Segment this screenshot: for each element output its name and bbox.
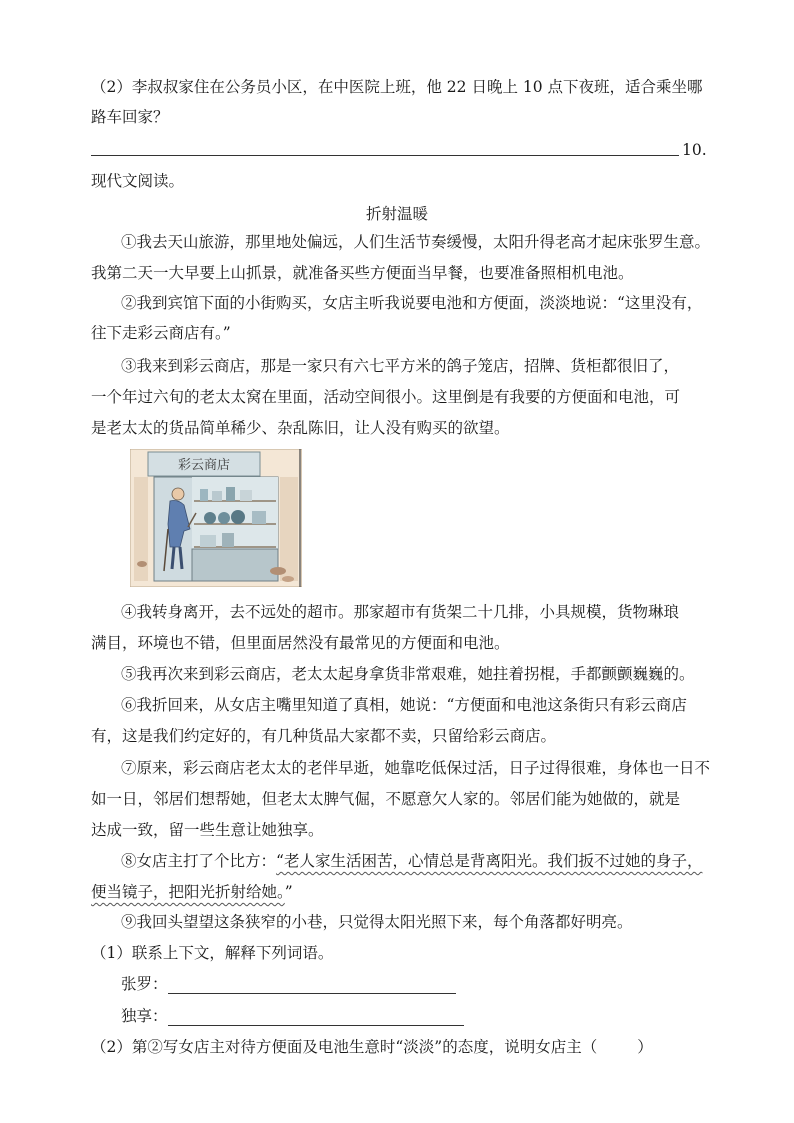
paragraph-2-line-1: ②我到宾馆下面的小街购买，女店主听我说要电池和方便面，淡淡地说：“这里没有， <box>121 294 703 312</box>
paragraph-3-line-3: 是老太太的货品简单稀少、杂乱陈旧，让人没有购买的欲望。 <box>91 419 510 437</box>
shop-illustration <box>130 449 302 587</box>
question-2-text: （2）第②写女店主对待方便面及电池生意时“淡淡”的态度，说明女店主（ <box>91 1038 598 1056</box>
shop-sign-text: 彩云商店 <box>177 458 231 473</box>
paragraph-7-line-2: 如一日，邻居们想帮她，但老太太脾气倔，不愿意欠人家的。邻居们能为她做的，就是 <box>91 790 681 808</box>
word-1-row <box>121 974 456 994</box>
paragraph-8-lead: ⑧女店主打了个比方： <box>121 852 277 870</box>
question-2-close-paren: ） <box>637 1038 653 1056</box>
answer-line[interactable] <box>91 155 679 156</box>
paragraph-8-close-quote: ” <box>284 883 293 901</box>
paragraph-8-line-2 <box>91 882 293 902</box>
word-2-answer-line[interactable] <box>168 1009 464 1026</box>
paragraph-7-line-1: ⑦原来，彩云商店老太太的老伴早逝，她靠吃低保过活，日子过得很难，身体也一日不 <box>121 759 711 777</box>
question-2-line-1: （2）李叔叔家住在公务员小区，在中医院上班，他 22 日晚上 10 点下夜班，适合乘坐哪 <box>91 78 703 96</box>
paragraph-5: ⑤我再次来到彩云商店，老太太起身拿货非常艰难，她拄着拐棍，手都颤颤巍巍的。 <box>121 665 695 683</box>
question-1: （1）联系上下文，解释下列词语。 <box>91 944 334 962</box>
paragraph-4-line-2: 满目，环境也不错，但里面居然没有最常见的方便面和电池。 <box>91 634 510 652</box>
section-heading: 现代文阅读。 <box>91 172 185 190</box>
word-2-row <box>121 1006 464 1026</box>
word-1-answer-line[interactable] <box>168 977 456 994</box>
paragraph-9: ⑨我回头望望这条狭窄的小巷，只觉得太阳光照下来，每个角落都好明亮。 <box>121 913 633 931</box>
paragraph-1-line-1: ①我去天山旅游，那里地处偏远，人们生活节奏缓慢，太阳升得老高才起床张罗生意。 <box>121 233 711 251</box>
paragraph-7-line-3: 达成一致，留一些生意让她独享。 <box>91 821 324 839</box>
word-1-label: 张罗： <box>121 975 168 993</box>
paragraph-1-line-2: 我第二天一大早要上山抓景，就准备买些方便面当早餐，也要准备照相机电池。 <box>91 264 634 282</box>
question-2-line-2: 路车回家？ <box>91 108 169 126</box>
paragraph-8-line-1 <box>121 851 702 871</box>
paragraph-6-line-1: ⑥我折回来，从女店主嘴里知道了真相，她说：“方便面和电池这条街只有彩云商店 <box>121 696 687 714</box>
paragraph-3-line-1: ③我来到彩云商店，那是一家只有六七平方米的鸽子笼店，招牌、货柜都很旧了， <box>121 357 680 375</box>
paragraph-8-quote-part-1: “老人家生活困苦，心情总是背离阳光。我们扳不过她的身子， <box>276 852 703 870</box>
paragraph-3-line-2: 一个年过六旬的老太太窝在里面，活动空间很小。这里倒是有我要的方便面和电池，可 <box>91 388 681 406</box>
paragraph-8-quote-part-2: 便当镜子，把阳光折射给她。 <box>91 883 285 901</box>
paragraph-6-line-2: 有，这是我们约定好的，有几种货品大家都不卖，只留给彩云商店。 <box>91 727 557 745</box>
question-2 <box>91 1037 653 1057</box>
passage-title: 折射温暖 <box>365 205 428 223</box>
paragraph-2-line-2: 往下走彩云商店有。” <box>91 324 231 342</box>
word-2-label: 独享： <box>121 1007 168 1025</box>
paragraph-4-line-1: ④我转身离开，去不远处的超市。那家超市有货架二十几排，小具规模，货物琳琅 <box>121 603 680 621</box>
question-number: 10. <box>682 141 707 159</box>
